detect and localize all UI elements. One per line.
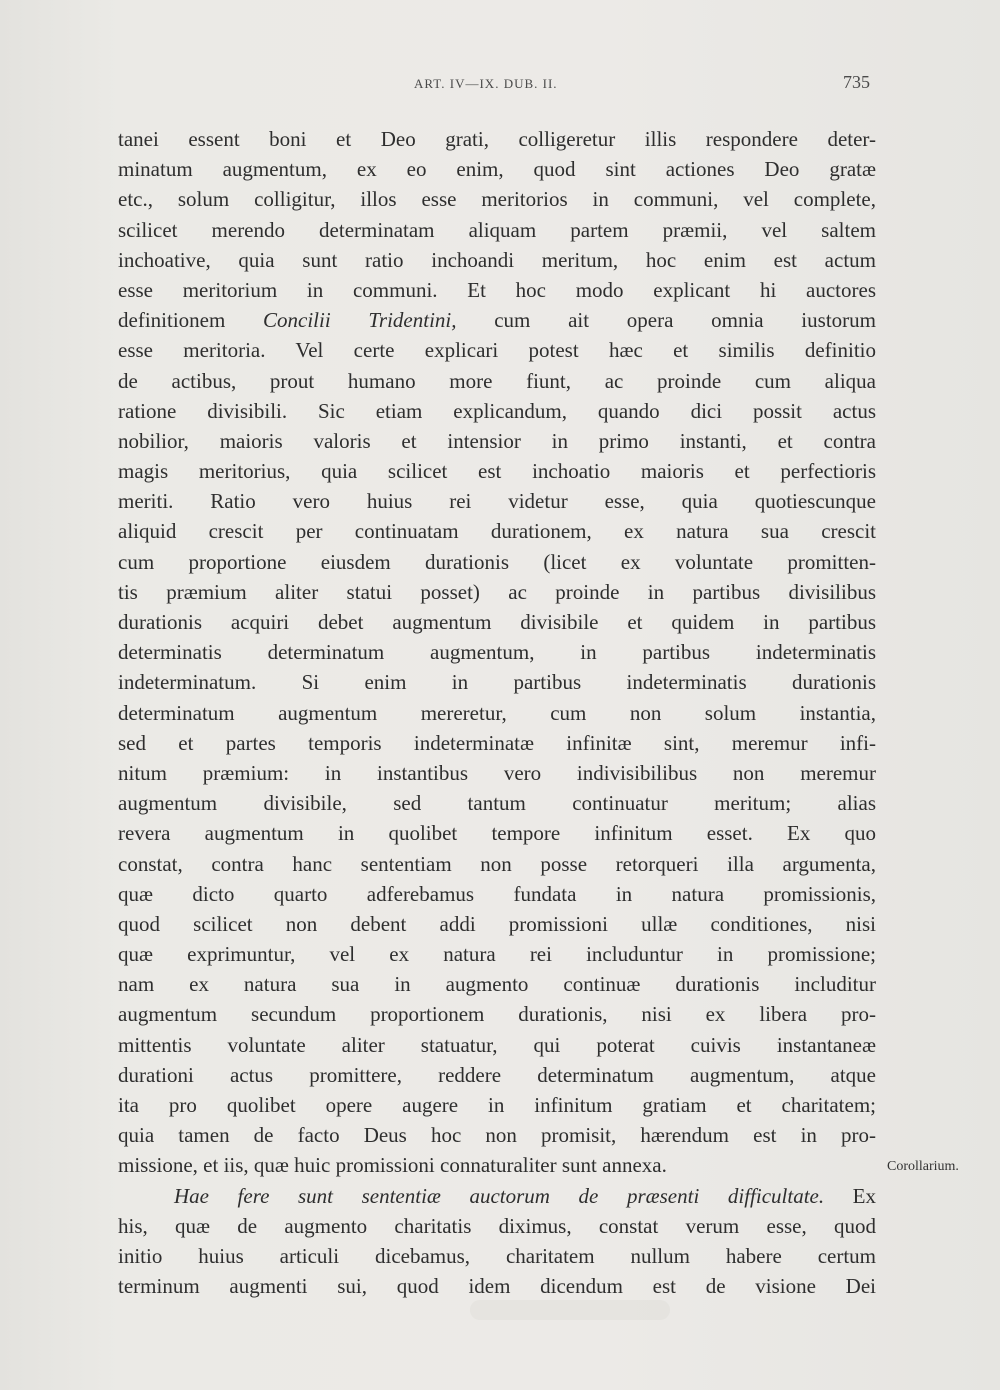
text-line bbox=[118, 1271, 876, 1301]
text-run: scilicet merendo determinatam aliquam partem præmii, vel saltem bbox=[118, 217, 876, 242]
text-line bbox=[118, 818, 876, 848]
text-run: augmentum divisibile, sed tantum continuatur meritum; alias bbox=[118, 791, 876, 816]
text-run: nam ex natura sua in augmento continuæ durationis includitur bbox=[118, 972, 876, 997]
text-run: terminum augmenti sui, quod idem dicendum est de visione Dei bbox=[118, 1274, 876, 1299]
text-line bbox=[118, 577, 876, 607]
text-run: ita pro quolibet opere augere in infinitum gratiam et charitatem; bbox=[118, 1093, 876, 1117]
text-run: cum proportione eiusdem durationis (licet ex voluntate promitten- bbox=[118, 549, 876, 574]
text-run: constat, contra hanc sententiam non posse retorqueri illa argumenta, bbox=[118, 851, 876, 876]
text-run: quod scilicet non debent addi promissioni ullæ conditiones, nisi bbox=[118, 911, 876, 936]
text-run: nitum præmium: in instantibus vero indivisibilibus non meremur bbox=[118, 760, 876, 785]
text-line bbox=[118, 969, 876, 999]
text-line bbox=[118, 879, 876, 909]
text-run: durationi actus promittere, reddere determinatum augmentum, atque bbox=[118, 1062, 876, 1087]
text-run: aliquid crescit per continuatam durationem, ex natura sua crescit bbox=[118, 519, 876, 544]
text-line bbox=[118, 698, 876, 728]
text-run: meriti. Ratio vero huius rei videtur esse, quia quotiescunque bbox=[118, 489, 876, 514]
text-line bbox=[118, 366, 876, 396]
text-run: Ex bbox=[824, 1183, 877, 1208]
text-run: his, quæ de augmento charitatis diximus, constat verum esse, quod bbox=[118, 1213, 876, 1238]
text-line bbox=[118, 1181, 876, 1211]
text-line bbox=[118, 486, 876, 516]
text-run: de actibus, prout humano more fiunt, ac proinde cum aliqua bbox=[118, 368, 876, 393]
text-line bbox=[118, 245, 876, 275]
text-run: quæ dicto quarto adferebamus fundata in natura promissionis, bbox=[118, 881, 876, 906]
text-line bbox=[118, 788, 876, 818]
text-line bbox=[118, 1030, 876, 1060]
text-line bbox=[118, 849, 876, 879]
text-line bbox=[118, 667, 876, 697]
italic-text: Concilii Tridentini, bbox=[263, 308, 457, 333]
text-line bbox=[118, 305, 876, 335]
text-line bbox=[118, 426, 876, 456]
text-run: esse meritorium in communi. Et hoc modo explicant hi auctores bbox=[118, 277, 876, 302]
text-line bbox=[118, 335, 876, 365]
text-run: sed et partes temporis indeterminatæ infinitæ sint, meremur infi- bbox=[118, 730, 876, 755]
text-line bbox=[118, 758, 876, 788]
text-line bbox=[118, 939, 876, 969]
text-run: durationis acquiri debet augmentum divisibile et quidem in partibus bbox=[118, 610, 876, 634]
text-line bbox=[118, 215, 876, 245]
text-run: quia tamen de facto Deus hoc non promisit, hærendum est in pro- bbox=[118, 1123, 876, 1148]
text-line bbox=[118, 516, 876, 546]
page-number: 735 bbox=[843, 72, 870, 92]
text-line bbox=[118, 999, 876, 1029]
text-run: inchoative, quia sunt ratio inchoandi meritum, hoc enim est actum bbox=[118, 247, 876, 272]
running-head: ART. IV—IX. DUB. II. bbox=[414, 76, 558, 91]
text-line bbox=[118, 396, 876, 426]
text-line bbox=[118, 909, 876, 939]
text-run: missione, et iis, quæ huic promissioni connaturaliter sunt annexa. bbox=[118, 1153, 667, 1178]
text-run: magis meritorius, quia scilicet est inchoatio maioris et perfectioris bbox=[118, 459, 876, 484]
italic-text: Hae fere sunt sententiæ auctorum de præsenti difficultate. bbox=[174, 1183, 825, 1208]
text-run: etc., solum colligitur, illos esse meritorios in communi, vel complete, bbox=[118, 187, 876, 212]
text-run: ratione divisibili. Sic etiam explicandum, quando dici possit actus bbox=[118, 398, 876, 423]
text-run: esse meritoria. Vel certe explicari potest hæc et similis definitio bbox=[118, 338, 876, 363]
text-line bbox=[118, 275, 876, 305]
text-run: cum ait opera omnia iustorum bbox=[456, 308, 876, 333]
text-line bbox=[118, 154, 876, 184]
text-run: tis præmium aliter statui posset) ac proinde in partibus divisilibus bbox=[118, 579, 876, 604]
text-line bbox=[118, 1090, 876, 1120]
body-text bbox=[118, 124, 876, 1301]
text-run: revera augmentum in quolibet tempore infinitum esset. Ex quo bbox=[118, 821, 876, 846]
text-run: augmentum secundum proportionem durationis, nisi ex libera pro- bbox=[118, 1002, 876, 1027]
text-line bbox=[118, 1211, 876, 1241]
text-line bbox=[118, 1150, 876, 1180]
page-stain bbox=[470, 1300, 670, 1320]
text-run: initio huius articuli dicebamus, charitatem nullum habere certum bbox=[118, 1243, 876, 1268]
text-run: tanei essent boni et Deo grati, colligeretur illis respondere deter- bbox=[118, 127, 876, 151]
margin-note: Corollarium. bbox=[887, 1159, 959, 1174]
text-run: determinatum augmentum mereretur, cum non solum instantia, bbox=[118, 700, 876, 725]
text-run: mittentis voluntate aliter statuatur, qui poterat cuivis instantaneæ bbox=[118, 1032, 876, 1057]
text-line bbox=[118, 1060, 876, 1090]
text-run: definitionem bbox=[118, 308, 264, 333]
text-line bbox=[118, 607, 876, 637]
text-line bbox=[118, 184, 876, 214]
text-run: determinatis determinatum augmentum, in partibus indeterminatis bbox=[118, 640, 876, 665]
text-line bbox=[118, 1120, 876, 1150]
text-line bbox=[118, 637, 876, 667]
text-line bbox=[118, 547, 876, 577]
text-line bbox=[118, 124, 876, 154]
text-line bbox=[118, 728, 876, 758]
text-run: quæ exprimuntur, vel ex natura rei includuntur in promissione; bbox=[118, 942, 876, 967]
text-run: indeterminatum. Si enim in partibus indeterminatis durationis bbox=[118, 670, 876, 695]
text-run: nobilior, maioris valoris et intensior in primo instanti, et contra bbox=[118, 428, 876, 453]
text-line bbox=[118, 456, 876, 486]
text-line bbox=[118, 1241, 876, 1271]
text-run: minatum augmentum, ex eo enim, quod sint actiones Deo gratæ bbox=[118, 157, 876, 182]
